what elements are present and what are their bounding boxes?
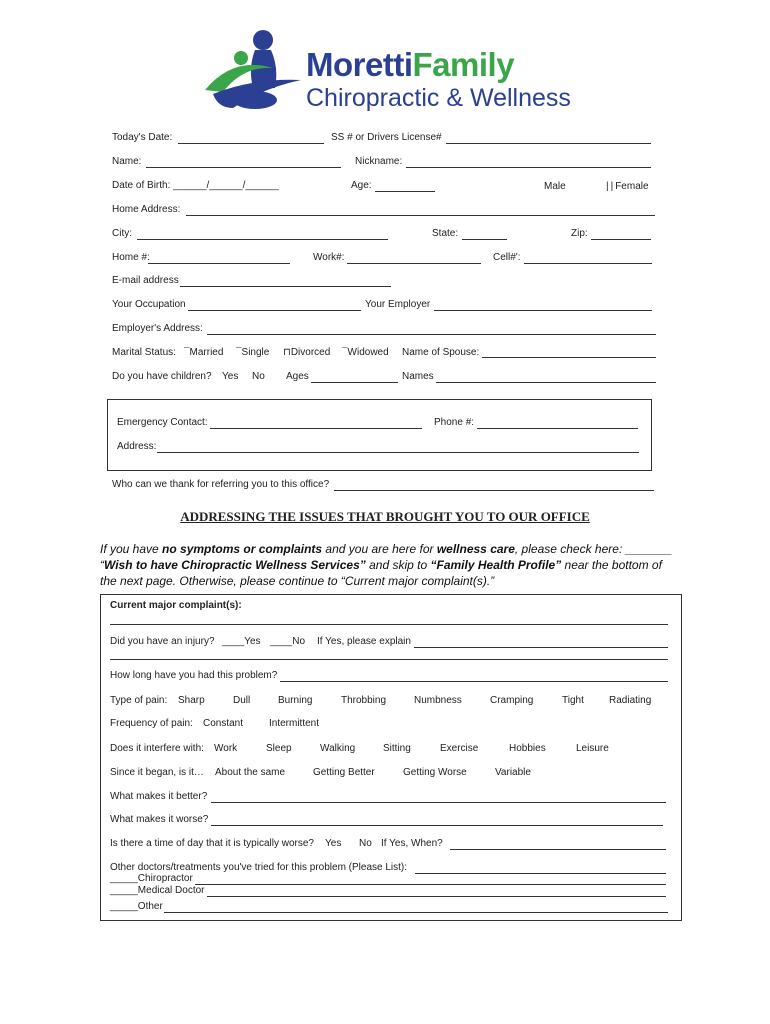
how-long-label: How long have you had this problem? xyxy=(110,670,278,681)
injury-explain-field[interactable] xyxy=(414,647,668,648)
family-figure-icon xyxy=(203,28,303,118)
ages-field[interactable] xyxy=(311,382,398,383)
checkbox-icon: | | xyxy=(604,181,616,192)
other-doctors-label: Other doctors/treatments you've tried for this problem (Please List): xyxy=(110,862,408,873)
todays-date-field[interactable] xyxy=(178,143,324,144)
frequency-constant[interactable]: Constant xyxy=(203,718,244,729)
widowed-option[interactable]: ¯Widowed xyxy=(342,347,389,358)
zip-field[interactable] xyxy=(591,239,651,240)
zip-label: Zip: xyxy=(571,228,588,239)
emergency-contact-field[interactable] xyxy=(210,428,422,429)
male-option[interactable]: Male xyxy=(544,181,566,192)
makes-worse-label: What makes it worse? xyxy=(110,814,209,825)
name-label: Name: xyxy=(112,156,142,167)
employer-label: Your Employer xyxy=(365,299,431,310)
name-field[interactable] xyxy=(146,167,341,168)
pain-type-numbness[interactable]: Numbness xyxy=(414,695,462,706)
work-phone-label: Work#: xyxy=(313,252,345,263)
todays-date-label: Today's Date: xyxy=(112,132,173,143)
divorced-option[interactable]: ⊓Divorced xyxy=(283,347,331,358)
checkbox-icon: ¯ xyxy=(236,347,242,358)
pain-type-dull[interactable]: Dull xyxy=(233,695,251,706)
injury-explain-label: If Yes, please explain xyxy=(317,636,411,647)
interfere-label: Does it interfere with: xyxy=(110,743,204,754)
emergency-phone-field[interactable] xyxy=(477,428,638,429)
complaint-title: Current major complaint(s): xyxy=(110,600,242,611)
other-doctors-field[interactable] xyxy=(415,873,666,874)
other-option[interactable]: _____Other xyxy=(110,901,163,912)
ages-label: Ages xyxy=(286,371,309,382)
makes-worse-field[interactable] xyxy=(211,825,663,826)
interfere-work[interactable]: Work xyxy=(214,743,238,754)
interfere-hobbies[interactable]: Hobbies xyxy=(509,743,546,754)
emergency-phone-label: Phone #: xyxy=(434,417,475,428)
interfere-leisure[interactable]: Leisure xyxy=(576,743,609,754)
pain-type-radiating[interactable]: Radiating xyxy=(609,695,652,706)
chiropractor-field[interactable] xyxy=(195,884,666,885)
nickname-label: Nickname: xyxy=(355,156,403,167)
emergency-contact-label: Emergency Contact: xyxy=(117,417,208,428)
injury-question: Did you have an injury? xyxy=(110,636,215,647)
work-phone-field[interactable] xyxy=(347,263,481,264)
how-long-field[interactable] xyxy=(280,681,668,682)
pain-type-cramping[interactable]: Cramping xyxy=(490,695,534,706)
interfere-sleep[interactable]: Sleep xyxy=(266,743,292,754)
since-about-same[interactable]: About the same xyxy=(215,767,286,778)
referral-field[interactable] xyxy=(334,490,654,491)
home-address-label: Home Address: xyxy=(112,204,181,215)
time-of-day-question: Is there a time of day that it is typically worse? xyxy=(110,838,314,849)
checkbox-icon: ¯ xyxy=(184,347,190,358)
interfere-sitting[interactable]: Sitting xyxy=(383,743,411,754)
children-no-option[interactable]: No xyxy=(252,371,265,382)
frequency-label: Frequency of pain: xyxy=(110,718,193,729)
complaint-field[interactable] xyxy=(110,624,668,625)
checkbox-icon: ⊓ xyxy=(283,347,291,358)
time-of-day-when-label: If Yes, When? xyxy=(381,838,443,849)
other-field[interactable] xyxy=(164,912,668,913)
since-getting-worse[interactable]: Getting Worse xyxy=(403,767,467,778)
medical-doctor-option[interactable]: _____Medical Doctor xyxy=(110,885,205,896)
email-field[interactable] xyxy=(180,286,391,287)
city-field[interactable] xyxy=(137,239,388,240)
city-label: City: xyxy=(112,228,132,239)
pain-type-sharp[interactable]: Sharp xyxy=(178,695,205,706)
email-label: E-mail address xyxy=(112,275,179,286)
frequency-intermittent[interactable]: Intermittent xyxy=(269,718,320,729)
section-heading: ADDRESSING THE ISSUES THAT BROUGHT YOU TO OUR OFFICE xyxy=(180,509,590,524)
intro-paragraph: If you have no symptoms or complaints and you are here for wellness care, please check here: _______ “Wish to have Chiropractic Wellness Services” and skip to “Family Health Profile” near the bottom of the next page. Otherwise, please continue to “Current major complaint(s).” xyxy=(100,542,673,588)
time-of-day-when-field[interactable] xyxy=(450,849,666,850)
makes-better-field[interactable] xyxy=(211,802,666,803)
time-of-day-yes[interactable]: Yes xyxy=(325,838,342,849)
interfere-walking[interactable]: Walking xyxy=(320,743,356,754)
age-label: Age: xyxy=(351,180,372,191)
state-label: State: xyxy=(432,228,459,239)
home-phone-field[interactable] xyxy=(148,263,290,264)
employer-address-label: Employer's Address: xyxy=(112,323,203,334)
marital-status-label: Marital Status: xyxy=(112,347,176,358)
spouse-name-label: Name of Spouse: xyxy=(402,347,480,358)
ss-license-label: SS # or Drivers License# xyxy=(331,132,442,143)
home-address-field[interactable] xyxy=(186,215,655,216)
since-began-label: Since it began, is it… xyxy=(110,767,204,778)
logo-wordmark: MorettiFamily xyxy=(306,46,515,83)
names-field[interactable] xyxy=(436,382,656,383)
emergency-contact-box xyxy=(107,399,652,471)
referral-label: Who can we thank for referring you to this office? xyxy=(112,479,330,490)
female-option[interactable]: | | Female xyxy=(604,181,649,192)
cell-phone-label: Cell#': xyxy=(493,252,521,263)
single-option[interactable]: ¯Single xyxy=(236,347,270,358)
occupation-field[interactable] xyxy=(188,310,361,311)
spouse-name-field[interactable] xyxy=(482,357,656,358)
cell-phone-field[interactable] xyxy=(524,263,652,264)
pain-type-tight[interactable]: Tight xyxy=(562,695,584,706)
emergency-address-label: Address: xyxy=(117,441,157,452)
type-of-pain-label: Type of pain: xyxy=(110,695,168,706)
time-of-day-no[interactable]: No xyxy=(359,838,372,849)
dob-field[interactable]: Date of Birth: ______/______/______ xyxy=(112,180,279,191)
emergency-address-field[interactable] xyxy=(157,452,639,453)
injury-no-option[interactable]: ____No xyxy=(270,636,306,647)
injury-explain-field-2[interactable] xyxy=(110,659,668,660)
since-variable[interactable]: Variable xyxy=(495,767,531,778)
logo-tagline: Chiropractic & Wellness xyxy=(306,84,571,112)
age-field[interactable] xyxy=(375,191,435,192)
pain-type-throbbing[interactable]: Throbbing xyxy=(341,695,387,706)
employer-field[interactable] xyxy=(434,310,652,311)
medical-doctor-field[interactable] xyxy=(207,896,666,897)
makes-better-label: What makes it better? xyxy=(110,791,208,802)
employer-address-field[interactable] xyxy=(207,334,656,335)
names-label: Names xyxy=(402,371,434,382)
ss-license-field[interactable] xyxy=(446,143,651,144)
children-question: Do you have children? xyxy=(112,371,212,382)
chiropractor-option[interactable]: _____Chiropractor xyxy=(110,873,193,884)
occupation-label: Your Occupation xyxy=(112,299,186,310)
children-yes-option[interactable]: Yes xyxy=(222,371,239,382)
nickname-field[interactable] xyxy=(406,167,651,168)
checkbox-icon: ¯ xyxy=(342,347,348,358)
married-option[interactable]: ¯Married xyxy=(184,347,224,358)
injury-yes-option[interactable]: ____Yes xyxy=(222,636,261,647)
since-getting-better[interactable]: Getting Better xyxy=(313,767,375,778)
home-phone-label: Home #: xyxy=(112,252,150,263)
pain-type-burning[interactable]: Burning xyxy=(278,695,313,706)
interfere-exercise[interactable]: Exercise xyxy=(440,743,479,754)
state-field[interactable] xyxy=(462,239,507,240)
company-logo xyxy=(203,28,583,118)
